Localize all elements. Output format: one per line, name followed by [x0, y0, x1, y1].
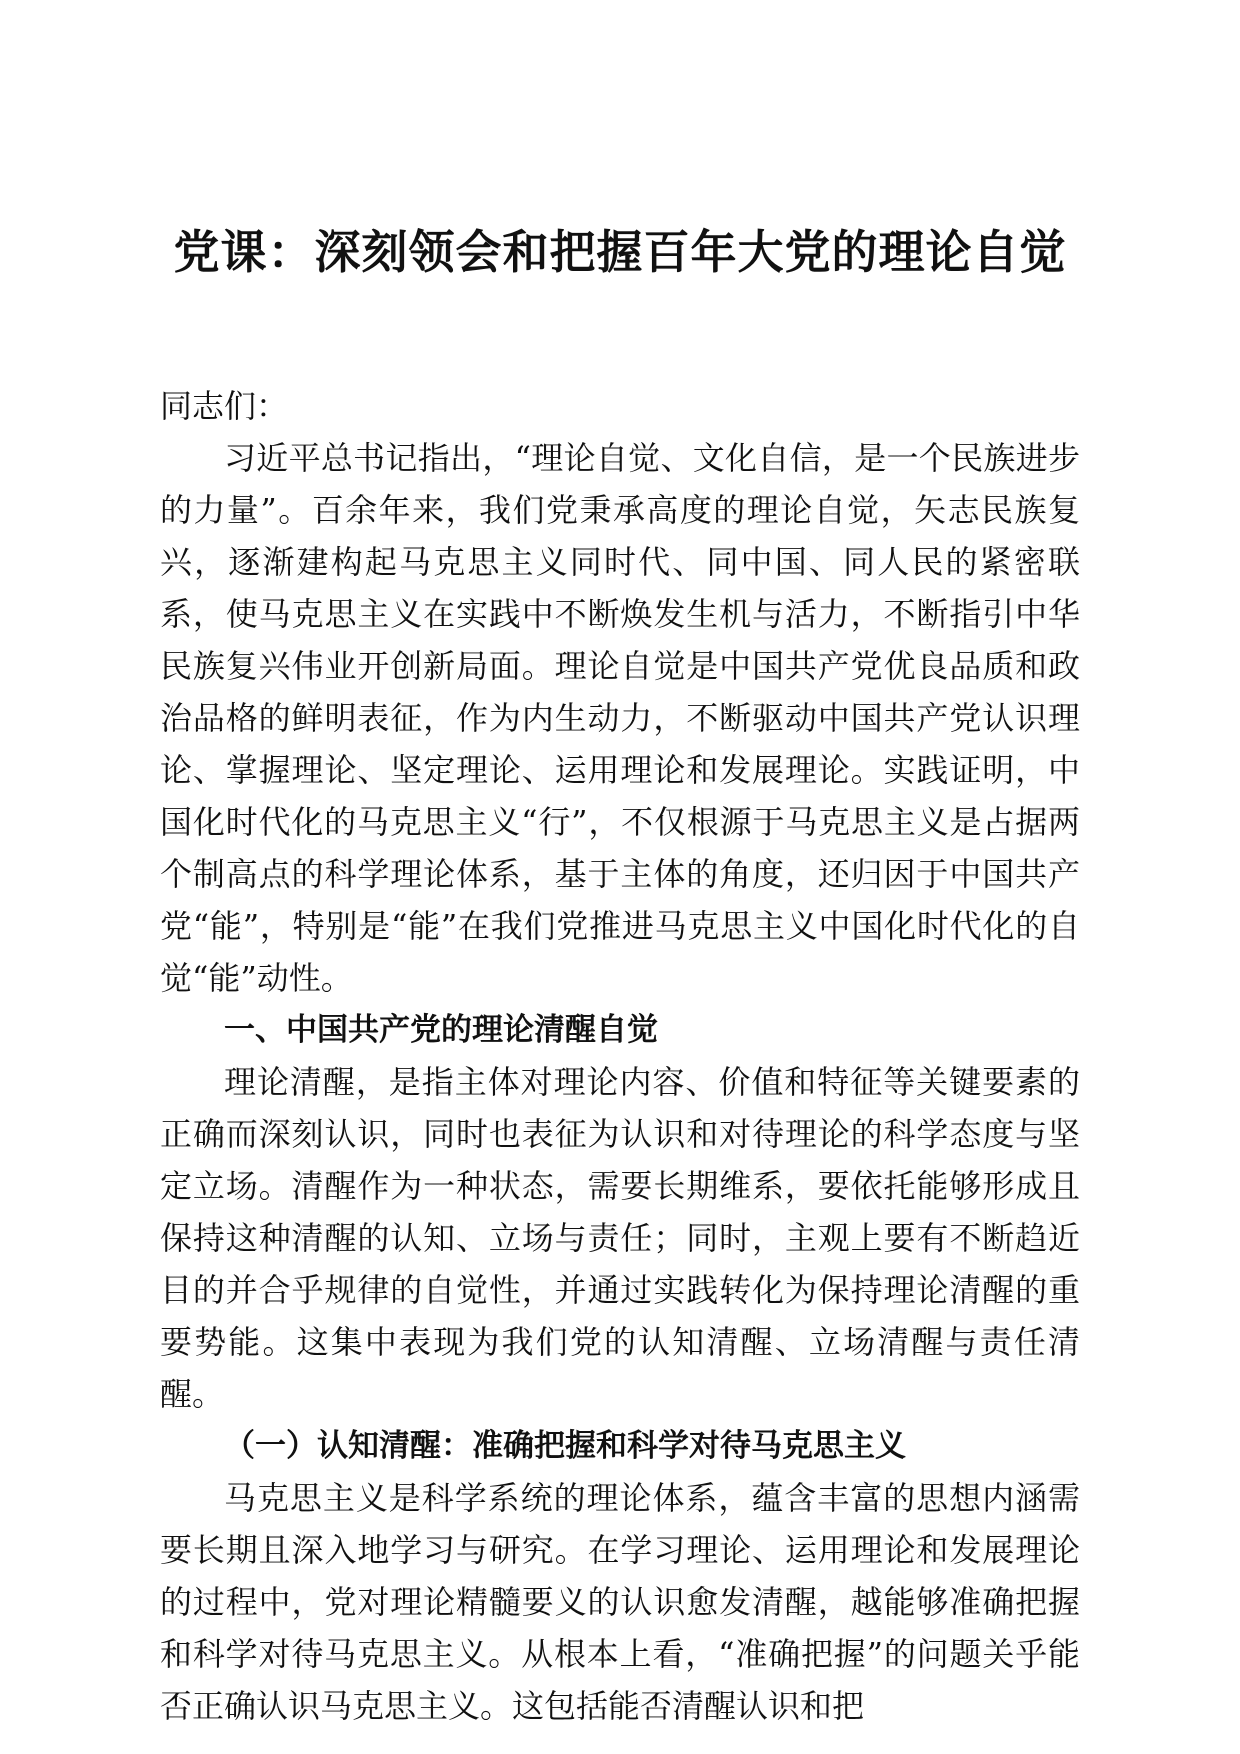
salutation: 同志们： — [160, 387, 289, 425]
intro-paragraph: 习近平总书记指出，“理论自觉、文化自信，是一个民族进步的力量”。百余年来，我们党秉承高度的理论自觉，矢志民族复兴，逐渐建构起马克思主义同时代、同中国、同人民的紧密联系，使马克思主义在实践中不断焕发生机与活力，不断指引中华民族复兴伟业开创新局面。理论自觉是中国共产党优良品质和政治品格的鲜明表征，作为内生动力，不断驱动中国共产党认识理论、掌握理论、坚定理论、运用理论和发展理论。实践证明，中国化时代化的马克思主义“行”，不仅根源于马克思主义是占据两个制高点的科学理论体系，基于主体的角度，还归因于中国共产党“能”，特别是“能”在我们党推进马克思主义中国化时代化的自觉“能”动性。 — [160, 439, 1080, 997]
subsection-heading-1: （一）认知清醒：准确把握和科学对待马克思主义 — [224, 1428, 906, 1464]
section-1-paragraph: 理论清醒，是指主体对理论内容、价值和特征等关键要素的正确而深刻认识，同时也表征为认识和对待理论的科学态度与坚定立场。清醒作为一种状态，需要长期维系，要依托能够形成且保持这种清醒的认知、立场与责任；同时，主观上要有不断趋近目的并合乎规律的自觉性，并通过实践转化为保持理论清醒的重要势能。这集中表现为我们党的认知清醒、立场清醒与责任清醒。 — [160, 1063, 1080, 1413]
document-body — [160, 380, 1080, 1732]
subsection-1-paragraph: 马克思主义是科学系统的理论体系，蕴含丰富的思想内涵需要长期且深入地学习与研究。在学习理论、运用理论和发展理论的过程中，党对理论精髓要义的认识愈发清醒，越能够准确把握和科学对待马克思主义。从根本上看，“准确把握”的问题关乎能否正确认识马克思主义。这包括能否清醒认识和把 — [160, 1479, 1080, 1725]
section-heading-1: 一、中国共产党的理论清醒自觉 — [224, 1012, 658, 1048]
document-title: 党课：深刻领会和把握百年大党的理论自觉 — [173, 225, 1067, 279]
